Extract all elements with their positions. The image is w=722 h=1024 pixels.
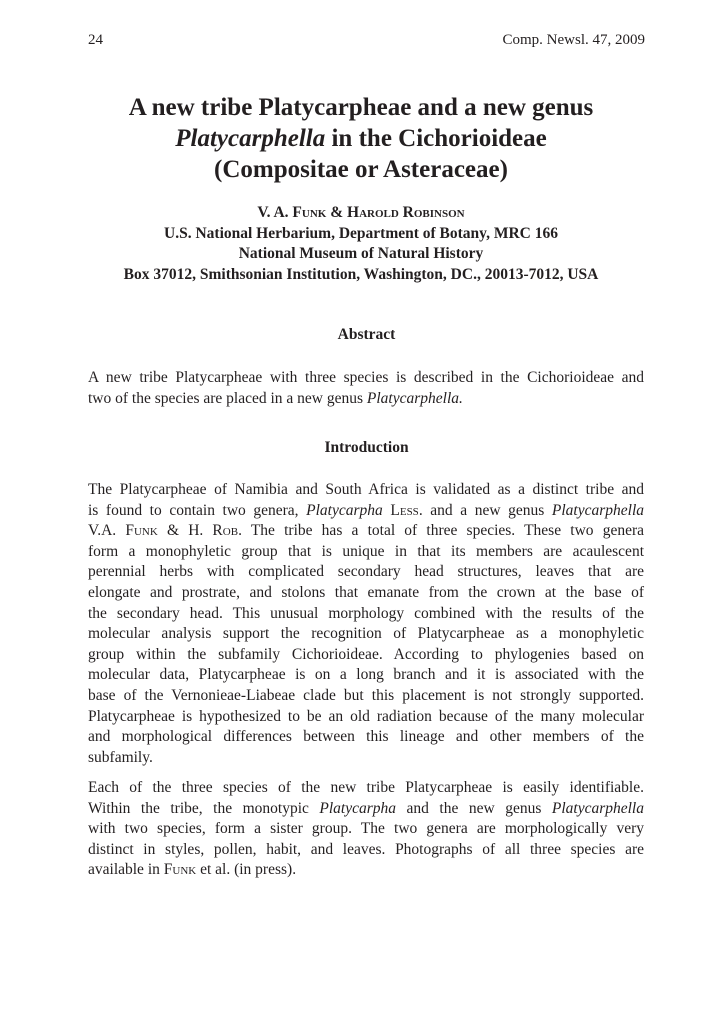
abstract-line xyxy=(88,389,644,410)
paragraph-line: The Platycarpheae of Namibia and South Africa is validated as a distinct tribe and xyxy=(88,481,644,498)
abstract-text: two of the species are placed in a new genus xyxy=(88,389,367,407)
text-run: L xyxy=(382,501,400,519)
page-number: 24 xyxy=(88,32,103,48)
text-run: . and a new genus xyxy=(418,501,552,519)
author-2-given: arold xyxy=(359,204,399,221)
author-2-surname: obinson xyxy=(413,204,465,221)
text-run: available in F xyxy=(88,861,173,879)
text-run: et al. (in press). xyxy=(196,861,297,879)
text-run: & H. R xyxy=(157,522,223,540)
paragraph-line xyxy=(88,501,644,522)
title-line-2-rest: in the Cichorioideae xyxy=(325,125,547,152)
genus-name: Platycarphella xyxy=(551,501,645,519)
author-2-initial: R xyxy=(398,204,414,221)
genus-name: Platycarphella xyxy=(551,799,644,817)
paper-title xyxy=(60,92,662,185)
text-run: and the new genus xyxy=(396,799,552,817)
paragraph-line: with two species, form a sister group. The two genera are morphologically very xyxy=(88,820,644,838)
journal-reference: Comp. Newsl. 47, 2009 xyxy=(502,32,645,48)
abstract-heading: Abstract xyxy=(337,326,396,343)
paragraph-line: base of the Vernonieae-Liabeae clade but this placement is not strongly supported. xyxy=(88,686,644,704)
author-ampersand: & H xyxy=(326,204,360,221)
text-run: is found to contain two genera, xyxy=(88,501,307,519)
title-genus-name: Platycarphella xyxy=(175,125,326,152)
affiliation-line-2: National Museum of Natural History xyxy=(238,245,484,262)
abstract-genus-name: Platycarphella. xyxy=(366,389,463,407)
paragraph-line: subfamily. xyxy=(88,748,153,766)
paragraph-line: distinct in styles, pollen, habit, and leaves. Photographs of all three species are xyxy=(88,840,644,858)
paragraph-line xyxy=(88,860,644,881)
introduction-paragraph-2 xyxy=(88,778,644,881)
introduction-paragraph-1 xyxy=(88,480,644,768)
author-names xyxy=(40,203,682,224)
author-abbrev: unk xyxy=(133,522,158,540)
author-abbrev: unk xyxy=(172,861,197,879)
title-line-2 xyxy=(60,123,662,154)
paragraph-line: group within the subfamily Cichorioideae. According to phylogenies based on xyxy=(88,645,644,663)
paragraph-line: form a monophyletic group that is unique in that its members are acaulescent xyxy=(88,542,644,560)
author-abbrev: ob xyxy=(222,522,239,540)
paragraph-line: molecular analysis support the recognition of Platycarpheae as a monophyletic xyxy=(88,625,644,643)
paragraph-line: and morphological differences between this lineage and other members of the xyxy=(88,728,644,746)
affiliation-line-1: U.S. National Herbarium, Department of Botany, MRC 166 xyxy=(164,224,558,242)
introduction-heading: Introduction xyxy=(324,439,409,456)
paragraph-line xyxy=(88,521,644,542)
author-1-prefix: V. A. F xyxy=(257,204,302,221)
author-block xyxy=(40,203,682,285)
paragraph-line: Platycarpheae is hypothesized to be an old radiation because of the many molecular xyxy=(88,707,644,725)
text-run: . The tribe has a total of three species. These two genera xyxy=(238,522,644,540)
abstract-paragraph xyxy=(88,368,644,409)
genus-name: Platycarpha xyxy=(306,501,383,519)
text-run: V.A. F xyxy=(88,522,134,540)
affiliation-line-3: Box 37012, Smithsonian Institution, Washington, DC., 20013-7012, USA xyxy=(123,265,599,283)
paragraph-line: the secondary head. This unusual morphology combined with the results of the xyxy=(88,604,644,622)
abstract-line: A new tribe Platycarpheae with three species is described in the Cichorioideae and xyxy=(88,369,644,386)
paragraph-line: molecular data, Platycarpheae is on a long branch and it is associated with the xyxy=(88,666,644,684)
title-line-3: (Compositae or Asteraceae) xyxy=(214,156,508,183)
paragraph-line: perennial herbs with complicated secondary head structures, leaves that are xyxy=(88,563,644,581)
genus-name: Platycarpha xyxy=(319,799,397,817)
paragraph-line xyxy=(88,799,644,820)
title-line-1: A new tribe Platycarpheae and a new genus xyxy=(128,94,594,121)
paragraph-line: Each of the three species of the new tribe Platycarpheae is easily identifiable. xyxy=(88,779,644,796)
paragraph-line: elongate and prostrate, and stolons that emanate from the crown at the base of xyxy=(88,583,644,601)
author-abbrev: ess xyxy=(399,501,419,519)
text-run: Within the tribe, the monotypic xyxy=(88,799,320,817)
author-1-surname: unk xyxy=(301,204,327,221)
